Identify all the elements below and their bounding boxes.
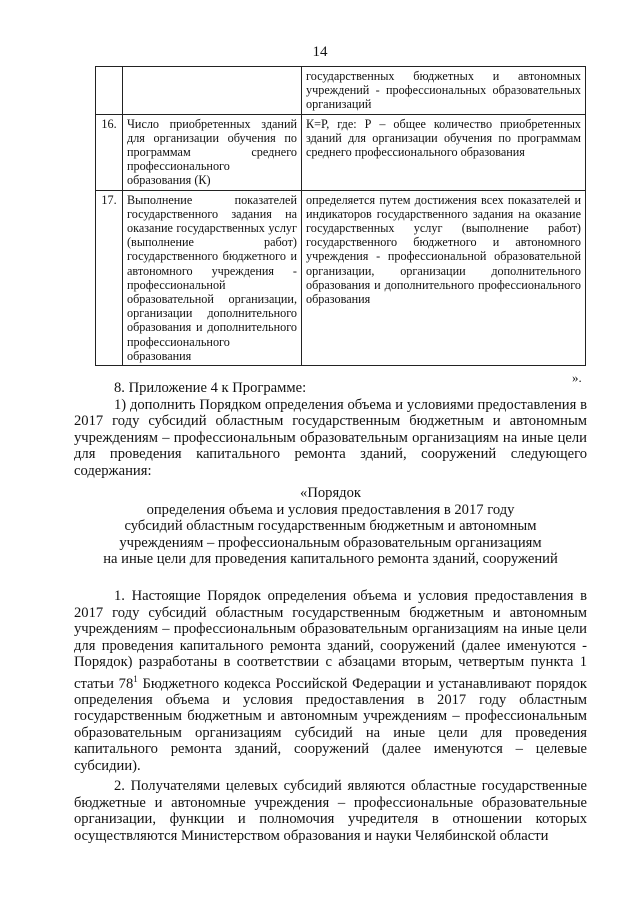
order-title bbox=[74, 485, 587, 568]
paragraph-1-text-cont: Бюджетного кодекса Российской Федерации и устанавливают порядок определения объема и условия предоставления в 2017 году областным государственным бюджетным и автономным учреждениям – профессиональным образовательным организациям субсидий на иные цели для проведения капитального ремонта зданий, сооружений (далее именуются – целевые субсидии). bbox=[74, 675, 588, 774]
paragraph-1-text: 1. Настоящие Порядок определения объема и условия предоставления в 2017 году субсидий областным государственным бюджетным и автономным учреждениям – профессиональным образовательным организациям на иные цели для проведения капитального ремонта зданий, сооружений (далее именуются - Порядок) разработаны в соответствии с абзацами вторым, четвертым пункта 1 статьи 78 bbox=[74, 588, 587, 692]
formula-cell: государственных бюджетных и автономных учреждений - профессиональных образовательных организаций bbox=[302, 67, 586, 115]
order-title-line: на иные цели для проведения капитального ремонта зданий, сооружений bbox=[103, 551, 558, 567]
indicators-table bbox=[95, 66, 586, 366]
table-row bbox=[96, 114, 586, 190]
paragraph-2 bbox=[74, 778, 587, 844]
order-title-line: субсидий областным государственным бюджетным и автономным bbox=[124, 518, 537, 534]
item-8-subitem-1: 1) дополнить Порядком определения объема и условиями предоставления в 2017 году субсидий областным государственным бюджетным и автономным учреждениям – профессиональным образовательным организациям на иные цели для проведения капитального ремонта зданий, сооружений следующего содержания: bbox=[74, 396, 587, 479]
article-superscript: 1 bbox=[133, 673, 138, 684]
indicator-cell: Число приобретенных зданий для организации обучения по программам среднего профессионального образования (К) bbox=[123, 114, 302, 190]
paragraph-2-text: 2. Получателями целевых субсидий являются областные государственные бюджетные и автономные учреждения – профессиональные образовательные организации, функции и полномочия учредителя в отношении которых осуществляются Министерством образования и науки Челябинской области bbox=[74, 778, 587, 844]
closing-quote: ». bbox=[572, 370, 582, 385]
table-row bbox=[96, 67, 586, 115]
table-row bbox=[96, 190, 586, 365]
formula-cell: К=Р, где: Р – общее количество приобретенных зданий для организации обучения по программам среднего профессионального образования bbox=[302, 114, 586, 190]
order-title-line: «Порядок bbox=[300, 485, 361, 501]
row-number: 17. bbox=[96, 190, 123, 365]
formula-cell: определяется путем достижения всех показателей и индикаторов государственного задания на оказание государственных услуг (выполнение работ) государственного бюджетного и автономного учреждения - профессиональной образовательной организации, организации дополнительного образования и дополнительного профессионального образования bbox=[302, 190, 586, 365]
indicator-cell bbox=[123, 67, 302, 115]
amendment-section bbox=[74, 380, 587, 479]
page-number: 14 bbox=[312, 44, 328, 60]
indicator-cell: Выполнение показателей государственного задания на оказание государственных услуг (выполнение работ) государственного бюджетного и автономного учреждения - профессиональной образовательной организации, организации дополнительного образования и дополнительного профессионального образования bbox=[123, 190, 302, 365]
row-number bbox=[96, 67, 123, 115]
item-8-heading: 8. Приложение 4 к Программе: bbox=[114, 380, 307, 396]
order-title-line: определения объема и условия предоставления в 2017 году bbox=[146, 501, 515, 518]
paragraph-1 bbox=[74, 588, 587, 774]
order-title-line: учреждениям – профессиональным образовательным организациям bbox=[119, 534, 542, 551]
row-number: 16. bbox=[96, 114, 123, 190]
